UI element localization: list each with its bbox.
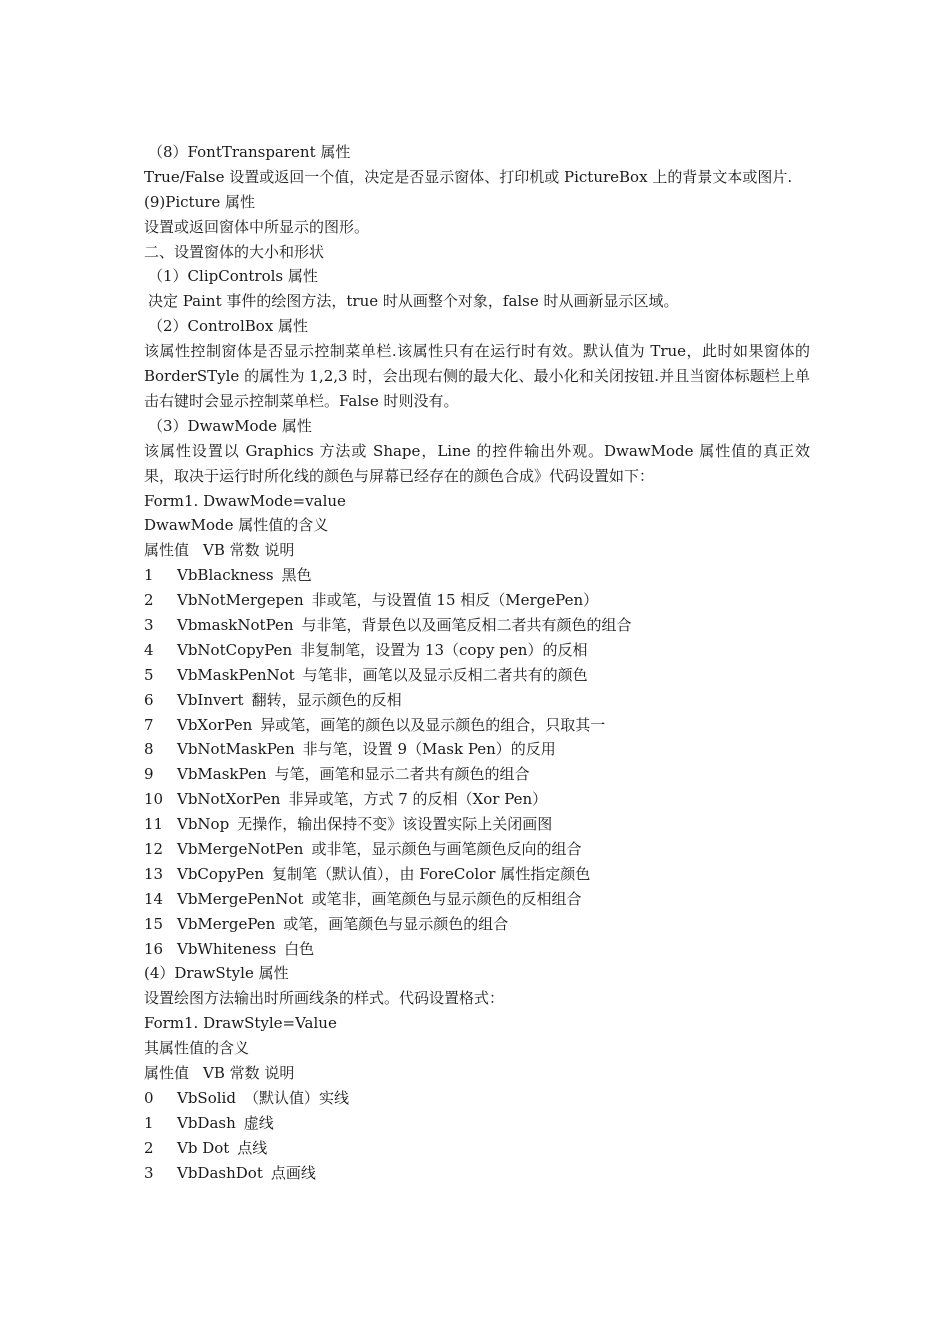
text-line: 设置绘图方法输出时所画线条的样式。代码设置格式： <box>144 989 505 1008</box>
row-description: （默认值）实线 <box>243 1088 349 1107</box>
table-row <box>144 762 810 787</box>
row-value: 0 <box>144 1088 154 1107</box>
row-description: 非或笔，与设置值 15 相反（MergePen） <box>311 591 599 610</box>
table-row <box>144 937 810 962</box>
row-constant: VbNotMergepen <box>177 591 304 610</box>
table-row <box>144 1086 810 1111</box>
row-description: 无操作，输出保持不变》该设置实际上关闭画图 <box>237 815 553 834</box>
row-description: 与非笔，背景色以及画笔反相二者共有颜色的组合 <box>301 616 632 635</box>
table-row <box>144 887 810 912</box>
text-paragraph: 该属性设置以 Graphics 方法或 Shape，Line 的控件输出外观。DwawMode 属性值的真正效果，取决于运行时所化线的颜色与屏幕已经存在的颜色合成》代码设置如下： <box>144 441 810 485</box>
row-constant: VbNotCopyPen <box>177 640 293 659</box>
row-description: 或笔非，画笔颜色与显示颜色的反相组合 <box>311 889 582 908</box>
row-description: 非异或笔，方式 7 的反相（Xor Pen） <box>288 790 548 809</box>
row-value: 8 <box>144 740 154 759</box>
text-line: (9)Picture 属性 <box>144 192 256 211</box>
row-description: 异或笔，画笔的颜色以及显示颜色的组合，只取其一 <box>260 715 606 734</box>
row-constant: VbDashDot <box>177 1163 263 1182</box>
text-paragraph: True/False 设置或返回一个值，决定是否显示窗体、打印机或 PictureBox 上的背景文本或图片. <box>144 167 793 186</box>
table-row <box>144 862 810 887</box>
text-line: 其属性值的含义 <box>144 1039 250 1058</box>
row-constant: VbWhiteness <box>177 939 277 958</box>
header-value-label: 属性值 <box>144 541 190 560</box>
row-value: 3 <box>144 1163 154 1182</box>
row-constant: VbmaskNotPen <box>177 616 294 635</box>
table-row <box>144 837 810 862</box>
row-description: 翻转，显示颜色的反相 <box>251 690 402 709</box>
text-paragraph: 该属性控制窗体是否显示控制菜单栏.该属性只有在运行时有效。默认值为 True，此时如果窗体的 BorderSTyle 的属性为 1,2,3 时，会出现右侧的最大化、最小化和关闭按钮.并且当窗体标题栏上单击右键时会显示控制菜单栏。False 时则没有。 <box>144 342 810 410</box>
row-value: 13 <box>144 864 164 883</box>
text-line: 设置或返回窗体中所显示的图形。 <box>144 217 370 236</box>
row-value: 3 <box>144 616 154 635</box>
table-row <box>144 563 810 588</box>
row-description: 点线 <box>237 1138 268 1157</box>
text-line: （3）DwawMode 属性 <box>148 416 312 435</box>
row-constant: VbMergePenNot <box>177 889 304 908</box>
table-row <box>144 613 810 638</box>
row-constant: VbSolid <box>177 1088 236 1107</box>
row-constant: VbNotMaskPen <box>177 740 295 759</box>
table-row <box>144 688 810 713</box>
table-row <box>144 812 810 837</box>
row-description: 点画线 <box>270 1163 316 1182</box>
row-constant: VbBlackness <box>177 566 274 585</box>
row-description: 虚线 <box>243 1113 274 1132</box>
text-line: Form1. DrawStyle=Value <box>144 1014 337 1033</box>
table-row <box>144 912 810 937</box>
table-row <box>144 663 810 688</box>
row-value: 2 <box>144 1138 154 1157</box>
row-value: 11 <box>144 815 164 834</box>
row-description: 或笔，画笔颜色与显示颜色的组合 <box>283 914 509 933</box>
row-description: 非复制笔，设置为 13（copy pen）的反相 <box>300 640 588 659</box>
header-value-label: 属性值 <box>144 1064 190 1083</box>
row-description: 复制笔（默认值），由 ForeColor 属性指定颜色 <box>271 864 591 883</box>
table-header <box>144 538 810 563</box>
table-header <box>144 1061 810 1086</box>
table-row <box>144 713 810 738</box>
table-row <box>144 737 810 762</box>
text-line: （2）ControlBox 属性 <box>148 317 309 336</box>
row-constant: VbMaskPenNot <box>177 665 295 684</box>
text-line: Form1. DwawMode=value <box>144 491 346 510</box>
row-value: 5 <box>144 665 154 684</box>
row-value: 1 <box>144 566 154 585</box>
row-description: 非与笔，设置 9（Mask Pen）的反用 <box>302 740 556 759</box>
row-description: 与笔，画笔和显示二者共有颜色的组合 <box>274 765 530 784</box>
text-line: 决定 Paint 事件的绘图方法，true 时从画整个对象，false 时从画新显示区域。 <box>148 292 679 311</box>
header-constant-label: VB 常数 说明 <box>203 1064 295 1083</box>
table-row <box>144 1111 810 1136</box>
row-description: 白色 <box>284 939 315 958</box>
row-constant: VbXorPen <box>177 715 253 734</box>
row-value: 10 <box>144 790 164 809</box>
row-value: 7 <box>144 715 154 734</box>
row-value: 6 <box>144 690 154 709</box>
row-constant: VbMergeNotPen <box>177 840 304 859</box>
row-constant: VbInvert <box>177 690 244 709</box>
row-value: 9 <box>144 765 154 784</box>
row-value: 15 <box>144 914 164 933</box>
row-constant: VbMaskPen <box>177 765 267 784</box>
text-line: DwawMode 属性值的含义 <box>144 516 329 535</box>
row-constant: VbNop <box>177 815 230 834</box>
row-description: 与笔非，画笔以及显示反相二者共有的颜色 <box>302 665 588 684</box>
row-value: 14 <box>144 889 164 908</box>
row-value: 16 <box>144 939 164 958</box>
row-value: 1 <box>144 1113 154 1132</box>
document-body <box>144 140 810 1186</box>
row-description: 黑色 <box>281 566 312 585</box>
row-constant: VbNotXorPen <box>177 790 281 809</box>
text-line: 二、设置窗体的大小和形状 <box>144 242 325 261</box>
text-line: （8）FontTransparent 属性 <box>148 143 351 161</box>
table-row <box>144 638 810 663</box>
text-line: （1）ClipControls 属性 <box>148 267 318 286</box>
table-row <box>144 588 810 613</box>
row-constant: Vb Dot <box>177 1138 230 1157</box>
row-constant: VbDash <box>177 1113 236 1132</box>
row-value: 12 <box>144 840 164 859</box>
table-row <box>144 1161 810 1186</box>
table-row <box>144 787 810 812</box>
header-constant-label: VB 常数 说明 <box>203 541 295 560</box>
row-constant: VbCopyPen <box>177 864 264 883</box>
text-line: (4）DrawStyle 属性 <box>144 964 289 983</box>
row-constant: VbMergePen <box>177 914 276 933</box>
row-value: 2 <box>144 591 154 610</box>
row-description: 或非笔，显示颜色与画笔颜色反向的组合 <box>311 840 582 859</box>
table-row <box>144 1136 810 1161</box>
row-value: 4 <box>144 640 154 659</box>
